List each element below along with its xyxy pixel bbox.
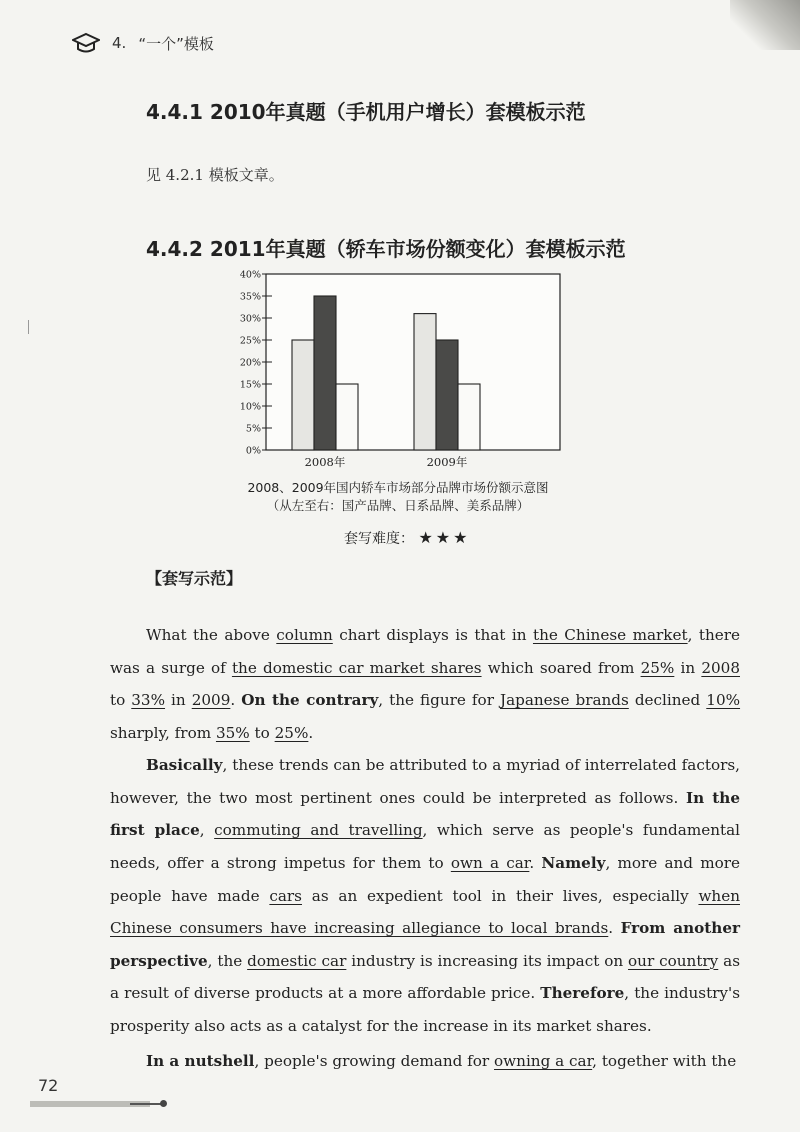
essay-text: , the industry's prosperity also acts as a catalyst for the increase in its market shares. xyxy=(110,984,740,1035)
essay-text: What the above xyxy=(146,626,277,645)
y-tick-label: 0% xyxy=(245,445,261,457)
chart-title: 2008、2009年国内轿车市场部分品牌市场份额示意图 xyxy=(247,480,549,495)
chapter-title: “一个”模板 xyxy=(138,34,214,53)
y-tick-label: 10% xyxy=(239,401,261,413)
y-tick-label: 15% xyxy=(239,379,261,391)
difficulty-label: 套写难度： xyxy=(344,531,414,547)
underlined-phrase: 2008 xyxy=(701,658,740,677)
section-heading-4-4-1: 4.4.1 2010年真题（手机用户增长）套模板示范 xyxy=(146,100,586,124)
x-tick-label: 2009年 xyxy=(426,455,468,469)
underlined-phrase: column xyxy=(276,626,333,645)
essay-text: . xyxy=(608,919,621,938)
underlined-phrase: 25% xyxy=(274,723,309,742)
underlined-phrase: Japanese brands xyxy=(499,691,629,710)
underlined-phrase: 33% xyxy=(131,691,166,710)
essay-text: to xyxy=(249,723,275,742)
difficulty-stars: ★★★ xyxy=(418,528,471,547)
essay-text: declined xyxy=(628,691,707,710)
essay-text: in xyxy=(674,658,702,677)
footer-dot xyxy=(160,1100,167,1107)
underlined-phrase: the domestic car market shares xyxy=(231,658,482,677)
underlined-phrase: cars xyxy=(269,886,302,905)
underlined-phrase: the Chinese market xyxy=(532,626,688,645)
page-number: 72 xyxy=(38,1076,59,1095)
underlined-phrase: domestic car xyxy=(247,951,347,970)
bar-美系品牌-2008年 xyxy=(336,384,358,450)
essay-text: in xyxy=(165,691,192,710)
essay-paragraph-1 xyxy=(110,619,740,749)
graduation-cap-icon xyxy=(72,32,100,54)
bold-transition: In the first place xyxy=(110,788,740,840)
x-tick-label: 2008年 xyxy=(304,455,346,469)
essay-text: , these trends can be attributed to a myriad of interrelated factors, however, the two most pertinent ones could be interpreted as follows. xyxy=(110,756,740,807)
bar-国产品牌-2008年 xyxy=(292,340,314,450)
bar-日系品牌-2008年 xyxy=(314,296,336,450)
y-tick-label: 30% xyxy=(239,313,261,325)
essay-text: , people's growing demand for xyxy=(254,1052,495,1071)
essay-text: , more and more people have made xyxy=(110,853,740,905)
underlined-phrase: 10% xyxy=(706,691,741,710)
underlined-phrase: our country xyxy=(628,951,719,970)
y-tick-label: 40% xyxy=(239,269,261,281)
essay-text: , the xyxy=(207,951,248,970)
underlined-phrase: 2009 xyxy=(191,691,231,710)
bold-transition: In a nutshell xyxy=(146,1052,255,1071)
y-tick-label: 5% xyxy=(245,423,261,435)
difficulty-rating xyxy=(344,528,470,548)
essay-text: . xyxy=(308,723,314,742)
chapter-number: 4. xyxy=(112,34,127,52)
footer-line xyxy=(130,1103,162,1105)
underlined-phrase: commuting and travelling xyxy=(214,821,423,840)
essay-text: as a result of diverse products at a more affordable price. xyxy=(110,951,741,1003)
bar-国产品牌-2009年 xyxy=(414,314,436,450)
essay-text: , together with the xyxy=(592,1052,737,1071)
underlined-phrase: owning a car xyxy=(494,1052,593,1071)
essay-text: chart displays is that in xyxy=(332,626,533,645)
sample-heading: 【套写示范】 xyxy=(146,569,243,588)
underlined-phrase: when Chinese consumers have increasing allegiance to local brands xyxy=(110,886,740,938)
y-tick-label: 20% xyxy=(239,357,261,369)
bold-transition: From another perspective xyxy=(110,919,740,970)
essay-text: , there was a surge of xyxy=(110,626,741,677)
chapter-header xyxy=(72,30,214,56)
essay-text: which soared from xyxy=(481,658,641,677)
essay-text: . xyxy=(529,853,542,872)
y-tick-label: 25% xyxy=(239,335,261,347)
essay-text: , xyxy=(199,821,215,840)
see-reference-note: 见 4.2.1 模板文章。 xyxy=(146,166,284,184)
essay-text: , which serve as people's fundamental needs, offer a strong impetus for them to xyxy=(110,821,741,872)
y-tick-label: 35% xyxy=(239,291,261,303)
underlined-phrase: 25% xyxy=(640,658,675,677)
margin-mark xyxy=(28,320,29,334)
bold-transition: Namely xyxy=(541,853,606,872)
underlined-phrase: own a car xyxy=(450,853,530,872)
underlined-phrase: 35% xyxy=(215,723,250,742)
bold-transition: Basically xyxy=(146,756,223,775)
essay-text: as an expedient tool in their lives, especially xyxy=(301,886,699,905)
essay-text: to xyxy=(110,691,132,710)
essay-text: sharply, from xyxy=(110,723,216,742)
bar-美系品牌-2009年 xyxy=(458,384,480,450)
essay-paragraph-2 xyxy=(110,749,740,1042)
essay-text: . xyxy=(230,691,242,710)
market-share-bar-chart xyxy=(230,264,570,484)
bold-transition: Therefore xyxy=(540,984,625,1003)
essay-text: , the figure for xyxy=(378,691,500,710)
page-corner-shadow xyxy=(730,0,800,50)
essay-paragraph-3 xyxy=(110,1045,740,1078)
chart-subtitle: （从左至右：国产品牌、日系品牌、美系品牌） xyxy=(266,498,530,513)
section-heading-4-4-2: 4.4.2 2011年真题（轿车市场份额变化）套模板示范 xyxy=(146,237,626,261)
bold-transition: On the contrary xyxy=(241,691,379,710)
essay-text: industry is increasing its impact on xyxy=(346,951,629,970)
bar-日系品牌-2009年 xyxy=(436,340,458,450)
